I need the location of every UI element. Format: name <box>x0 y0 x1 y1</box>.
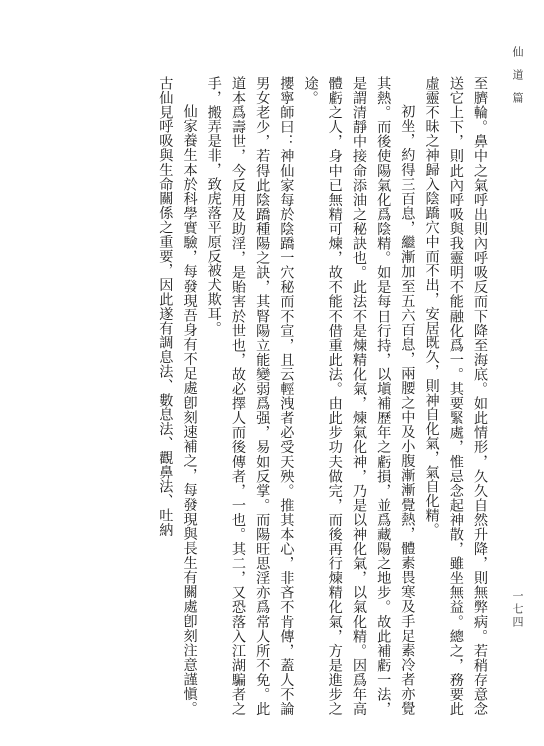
paragraph-1: 至臍輪。鼻中之氣呼出則內呼吸反而下降至海底。如此情形，久久自然升降，則無弊病。若稍存意念送它上下，則此內呼吸與我靈明不能融化爲一。其要緊處，惟忌念起神散，雖坐無益。總之，務要此虛靈不昧之神歸入陰蹻穴中而不出，安居既久，則神自化氣，氣自化精。 <box>423 76 488 716</box>
running-title: 仙道篇 <box>511 46 524 115</box>
paragraph-2: 初坐，約得三百息，繼漸加至五六百息，兩腰之中及小腹漸漸覺熱，體素畏寒及手足素冷者亦覺其熱。而後使陽氣化爲陰精。如是每日行持，以塡補歷年之虧損，並爲藏陽之地步。故此補虧一法，是謂清靜中接命添油之秘訣也。此法不是煉精化氣，煉氣化神，乃是以神化氣，以氣化精。因爲年高體虧之人，身中已無精可煉，故不能不借重此法。由此步功夫做完，而後再行煉精化氣，方是進步之途。 <box>302 76 416 716</box>
page-number: 一七四 <box>511 590 524 629</box>
paragraph-3: 攖寧師曰：神仙家每於陰蹻一穴秘而不宣，且云輕洩者必受天殃。推其本心，非吝不肯傳，蓋人不論男女老少，若得此陰蹻種陽之訣，其腎陽立能變弱爲强，易如反掌。而陽旺思淫亦爲常人所不免。此道本爲壽世，今反用及助淫，是貽害於世也，故必擇人而後傳者，一也。其二，又恐落入江湖騙者之手，搬弄是非，致虎落平原反被犬欺耳。 <box>205 76 295 716</box>
body-text <box>52 76 492 716</box>
paragraph-4: 仙家養生本於科學實驗，每發現吾身有不足處卽刻速補之，每發現與長生有關處卽刻注意謹愼。古仙見呼吸與生命關係之重要，因此遂有調息法、數息法、觀鼻法、吐納 <box>157 76 198 716</box>
